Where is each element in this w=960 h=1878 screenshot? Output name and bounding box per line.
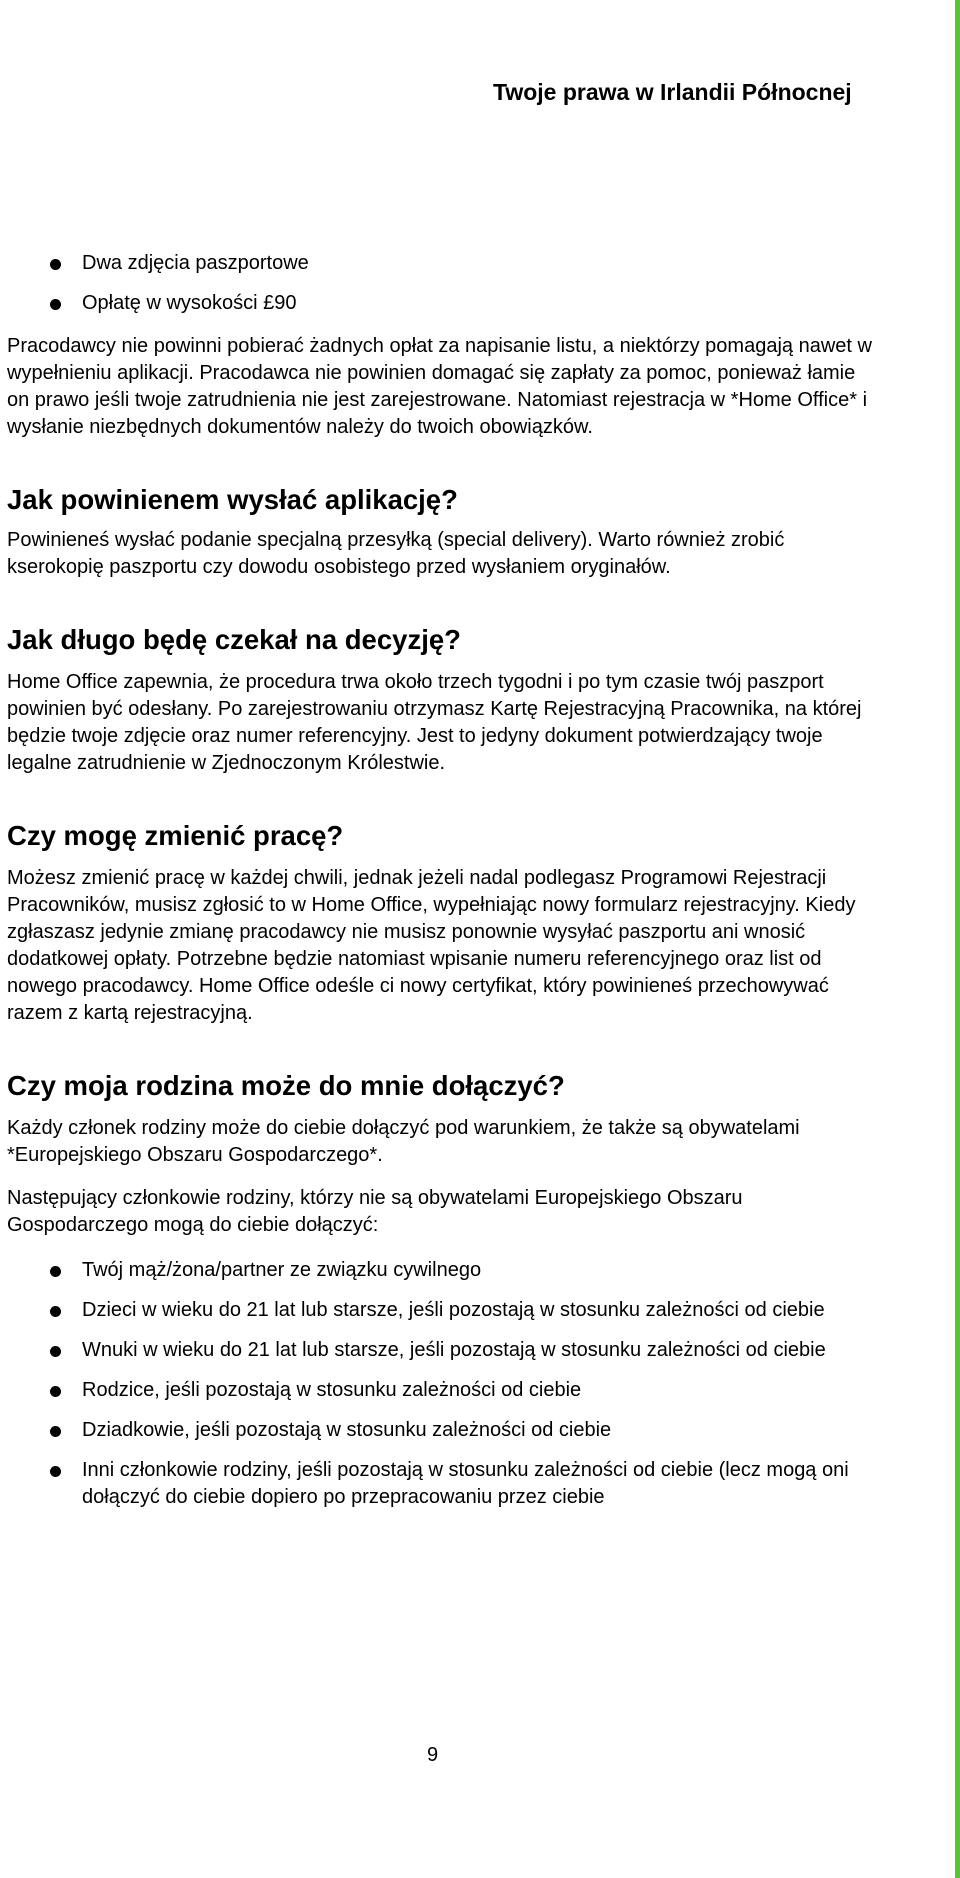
section-heading-family: Czy moja rodzina może do mnie dołączyć? <box>7 1070 565 1101</box>
requirements-list <box>7 250 872 317</box>
family-members-list <box>7 1257 872 1511</box>
section-heading-job-change: Czy mogę zmienić pracę? <box>7 820 344 851</box>
page-number: 9 <box>426 1744 439 1766</box>
section-heading-waiting: Jak długo będę czekał na decyzję? <box>7 624 461 655</box>
green-side-bar <box>955 0 960 1878</box>
section-heading-sending: Jak powinienem wysłać aplikację? <box>7 484 458 515</box>
list-item: Inni członkowie rodziny, jeśli pozostają w stosunku zależności od ciebie (lecz mogą oni dołączyć do ciebie dopiero po przepracowaniu przez ciebie <box>7 1457 872 1511</box>
list-item: Twój mąż/żona/partner ze związku cywilnego <box>7 1257 872 1284</box>
section-text-family-members: Następujący członkowie rodziny, którzy nie są obywatelami Europejskiego Obszaru Gospodarczego mogą do ciebie dołączyć: <box>7 1187 743 1236</box>
section-text-job-change: Możesz zmienić pracę w każdej chwili, jednak jeżeli nadal podlegasz Programowi Rejestracji Pracowników, musisz zgłosić to w Home Office, wypełniając nowy formularz rejestracyjny. Kiedy zgłaszasz jedynie zmianę pracodawcy nie musisz ponownie wysyłać paszportu ani wnosić dodatkowej opłaty. Potrzebne będzie natomiast wpisanie numeru referencyjnego oraz list od nowego pracodawcy. Home Office odeśle ci nowy certyfikat, który powinieneś przechowywać razem z kartą rejestracyjną. <box>7 867 856 1024</box>
running-header: Twoje prawa w Irlandii Północnej <box>493 79 852 105</box>
page-content <box>7 250 872 1511</box>
list-item: Dzieci w wieku do 21 lat lub starsze, jeśli pozostają w stosunku zależności od ciebie <box>7 1297 872 1324</box>
list-item: Opłatę w wysokości £90 <box>7 290 872 317</box>
list-item: Rodzice, jeśli pozostają w stosunku zależności od ciebie <box>7 1377 872 1404</box>
list-item: Wnuki w wieku do 21 lat lub starsze, jeśli pozostają w stosunku zależności od ciebie <box>7 1337 872 1364</box>
list-item: Dziadkowie, jeśli pozostają w stosunku zależności od ciebie <box>7 1417 872 1444</box>
section-text-waiting: Home Office zapewnia, że procedura trwa około trzech tygodni i po tym czasie twój paszport powinien być odesłany. Po zarejestrowaniu otrzymasz Kartę Rejestracyjną Pracownika, na której będzie twoje zdjęcie oraz numer referencyjny. Jest to jedyny dokument potwierdzający twoje legalne zatrudnienie w Zjednoczonym Królestwie. <box>7 671 862 774</box>
section-text-sending: Powinieneś wysłać podanie specjalną przesyłką (special delivery). Warto również zrobić kserokopię paszportu czy dowodu osobistego przed wysłaniem oryginałów. <box>7 529 785 578</box>
list-item: Dwa zdjęcia paszportowe <box>7 250 872 277</box>
intro-paragraph: Pracodawcy nie powinni pobierać żadnych opłat za napisanie listu, a niektórzy pomagają nawet w wypełnieniu aplikacji. Pracodawca nie powinien domagać się zapłaty za pomoc, ponieważ łamie on prawo jeśli twoje zatrudnienia nie jest zarejestrowane. Natomiast rejestracja w *Home Office* i wysłanie niezbędnych dokumentów należy do twoich obowiązków. <box>7 335 872 438</box>
section-text-family: Każdy członek rodziny może do ciebie dołączyć pod warunkiem, że także są obywatelami *Europejskiego Obszaru Gospodarczego*. <box>7 1117 800 1166</box>
